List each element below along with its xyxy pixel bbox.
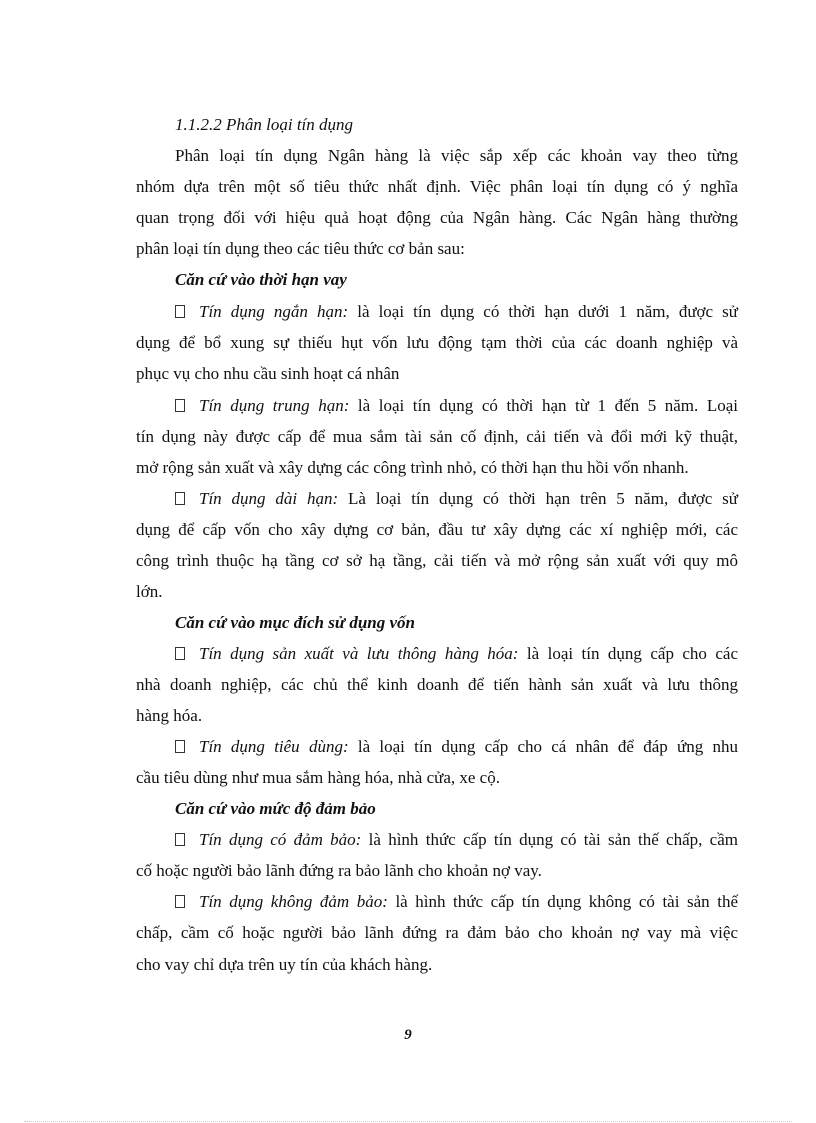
- item-line: cho vay chỉ dựa trên uy tín của khách hàng.: [136, 955, 433, 974]
- list-item: [175, 644, 738, 664]
- item-text: là loại tín dụng cấp cho các: [518, 644, 738, 663]
- item-term: Tín dụng trung hạn:: [199, 396, 350, 415]
- checkbox-bullet-icon: [175, 895, 185, 908]
- list-item: [175, 830, 738, 850]
- list-item: [175, 489, 738, 509]
- checkbox-bullet-icon: [175, 305, 185, 318]
- list-item: [175, 302, 738, 322]
- item-line: phục vụ cho nhu cầu sinh hoạt cá nhân: [136, 364, 400, 383]
- item-term: Tín dụng có đảm bảo:: [199, 830, 362, 849]
- page-divider: [24, 1121, 792, 1122]
- item-term: Tín dụng ngắn hạn:: [199, 302, 349, 321]
- item-line: hàng hóa.: [136, 706, 203, 725]
- item-text: là hình thức cấp tín dụng có tài sản thế chấp, cầm: [361, 830, 738, 849]
- page-number: 9: [404, 1027, 412, 1043]
- item-term: Tín dụng tiêu dùng:: [199, 737, 349, 756]
- item-line: nhà doanh nghiệp, các chủ thể kinh doanh để tiến hành sản xuất và lưu thông: [136, 675, 738, 694]
- intro-line: nhóm dựa trên một số tiêu thức nhất định. Việc phân loại tín dụng có ý nghĩa: [136, 177, 738, 196]
- item-text: là hình thức cấp tín dụng không có tài sản thế: [387, 892, 738, 911]
- item-text: là loại tín dụng có thời hạn dưới 1 năm, được sử: [348, 302, 738, 321]
- item-line: dụng để bổ xung sự thiếu hụt vốn lưu động tạm thời của các doanh nghiệp và: [136, 333, 738, 352]
- group-heading: Căn cứ vào thời hạn vay: [175, 270, 347, 289]
- item-term: Tín dụng sản xuất và lưu thông hàng hóa:: [199, 644, 519, 663]
- section-title: 1.1.2.2 Phân loại tín dụng: [175, 115, 354, 134]
- item-line: tín dụng này được cấp để mua sắm tài sản cố định, cải tiến và đổi mới kỹ thuật,: [136, 427, 738, 446]
- item-line: cố hoặc người bảo lãnh đứng ra bảo lãnh cho khoản nợ vay.: [136, 861, 542, 880]
- checkbox-bullet-icon: [175, 647, 185, 660]
- item-line: công trình thuộc hạ tầng cơ sở hạ tầng, cải tiến và mở rộng sản xuất với quy mô: [136, 551, 738, 570]
- item-term: Tín dụng dài hạn:: [199, 489, 339, 508]
- list-item: [175, 892, 738, 912]
- checkbox-bullet-icon: [175, 740, 185, 753]
- list-item: [175, 396, 738, 416]
- checkbox-bullet-icon: [175, 492, 185, 505]
- item-line: cầu tiêu dùng như mua sắm hàng hóa, nhà cửa, xe cộ.: [136, 768, 500, 787]
- intro-line: Phân loại tín dụng Ngân hàng là việc sắp xếp các khoản vay theo từng: [175, 146, 738, 165]
- item-line: dụng để cấp vốn cho xây dựng cơ bản, đầu tư xây dựng các xí nghiệp mới, các: [136, 520, 738, 539]
- item-line: lớn.: [136, 582, 163, 601]
- intro-line: quan trọng đối với hiệu quả hoạt động của Ngân hàng. Các Ngân hàng thường: [136, 208, 738, 227]
- item-line: chấp, cầm cố hoặc người bảo lãnh đứng ra đảm bảo cho khoản nợ vay mà việc: [136, 923, 738, 942]
- item-term: Tín dụng không đảm bảo:: [199, 892, 388, 911]
- item-line: mở rộng sản xuất và xây dựng các công trình nhỏ, có thời hạn thu hồi vốn nhanh.: [136, 458, 689, 477]
- item-text: là loại tín dụng có thời hạn từ 1 đến 5 năm. Loại: [349, 396, 738, 415]
- list-item: [175, 737, 738, 757]
- checkbox-bullet-icon: [175, 399, 185, 412]
- checkbox-bullet-icon: [175, 833, 185, 846]
- group-heading: Căn cứ vào mức độ đảm bảo: [175, 799, 376, 818]
- intro-line: phân loại tín dụng theo các tiêu thức cơ bản sau:: [136, 239, 465, 258]
- item-text: là loại tín dụng cấp cho cá nhân để đáp ứng nhu: [348, 737, 738, 756]
- item-text: Là loại tín dụng có thời hạn trên 5 năm, được sử: [338, 489, 739, 508]
- group-heading: Căn cứ vào mục đích sử dụng vốn: [175, 613, 415, 632]
